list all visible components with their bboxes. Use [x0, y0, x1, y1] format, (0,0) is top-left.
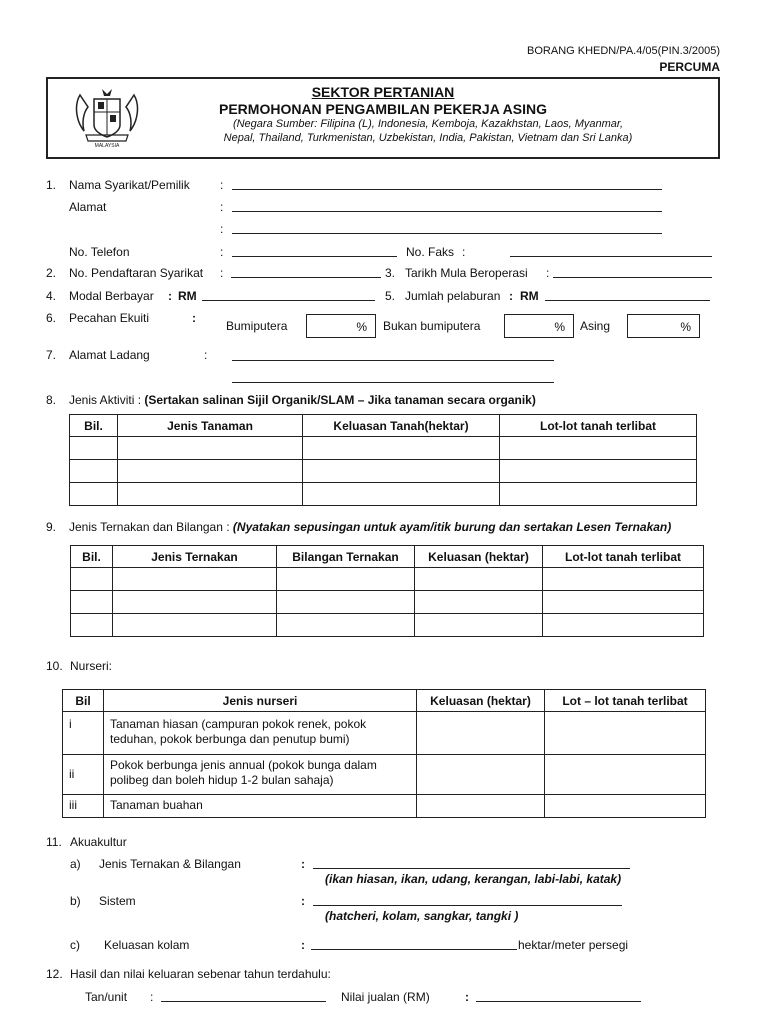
col-header: Bil.: [70, 415, 118, 437]
investment-total-label: Jumlah pelaburan: [405, 289, 501, 303]
aquaculture-a-letter: a): [70, 857, 81, 871]
pond-area-label: Keluasan kolam: [104, 938, 190, 952]
s5-number: 5.: [385, 289, 396, 303]
plantation-address-label: Alamat Ladang: [69, 348, 150, 362]
company-registration-field[interactable]: [231, 277, 381, 278]
colon: :: [465, 990, 469, 1004]
s4-number: 4.: [46, 289, 57, 303]
activity-type-note: (Sertakan salinan Sijil Organik/SLAM – Jika tanaman secara organik): [144, 393, 536, 407]
table-row: [70, 437, 697, 460]
operation-start-date-label: Tarikh Mula Beroperasi: [405, 266, 528, 280]
svg-text:MALAYSIA: MALAYSIA: [94, 143, 120, 149]
equity-breakdown-label: Pecahan Ekuiti: [69, 311, 150, 325]
form-title: SEKTOR PERTANIAN: [311, 84, 455, 100]
col-header: Keluasan (hektar): [415, 546, 543, 568]
address-field-line2[interactable]: [232, 233, 662, 234]
colon: :: [509, 289, 513, 303]
colon: :: [220, 245, 224, 259]
address-field-line1[interactable]: [232, 211, 662, 212]
nursery-table: [62, 689, 706, 818]
aquaculture-species-field[interactable]: [313, 868, 630, 869]
pond-area-unit: hektar/meter persegi: [518, 938, 629, 952]
col-header: Jenis Ternakan: [113, 546, 277, 568]
col-header: Lot-lot tanah terlibat: [500, 415, 697, 437]
s12-number: 12.: [46, 967, 63, 981]
table-row: iii Tanaman buahan: [63, 795, 706, 818]
address-label: Alamat: [69, 200, 107, 214]
s8-number: 8.: [46, 393, 57, 407]
s3-number: 3.: [385, 266, 396, 280]
form-code: BORANG KHEDN/PA.4/05(PIN.3/2005): [527, 45, 720, 57]
foreign-label: Asing: [580, 319, 611, 333]
livestock-heading: Jenis Ternakan dan Bilangan : (Nyatakan sepusingan untuk ayam/itik burung dan sertakan Lesen Ternakan): [69, 520, 672, 534]
colon: :: [192, 311, 196, 325]
colon: :: [462, 245, 466, 259]
crop-table: [69, 414, 697, 506]
bumiputera-percent-input[interactable]: %: [306, 314, 376, 338]
form-header: [46, 77, 720, 159]
s7-number: 7.: [46, 348, 57, 362]
investment-total-currency: RM: [520, 289, 539, 303]
previous-output-heading: Hasil dan nilai keluaran sebenar tahun terdahulu:: [70, 967, 331, 981]
fax-label: No. Faks: [406, 245, 455, 259]
col-header: Jenis Tanaman: [118, 415, 303, 437]
s6-number: 6.: [46, 311, 57, 325]
colon: :: [168, 289, 172, 303]
col-header: Bil: [63, 690, 104, 712]
table-row: [70, 483, 697, 506]
table-row: [71, 568, 704, 591]
aquaculture-heading: Akuakultur: [70, 835, 127, 849]
table-row: [71, 591, 704, 614]
nursery-heading: Nurseri:: [70, 659, 113, 673]
aquaculture-c-letter: c): [70, 938, 80, 952]
tonnage-field[interactable]: [161, 1001, 326, 1002]
paid-up-capital-currency: RM: [178, 289, 197, 303]
aquaculture-system-label: Sistem: [99, 894, 136, 908]
plantation-address-field-line1[interactable]: [232, 360, 554, 361]
col-header: Keluasan Tanah(hektar): [303, 415, 500, 437]
company-registration-label: No. Pendaftaran Syarikat: [69, 266, 204, 280]
colon: :: [220, 266, 224, 280]
col-header: Bilangan Ternakan: [277, 546, 415, 568]
form-subtitle: PERMOHONAN PENGAMBILAN PEKERJA ASING: [219, 101, 547, 117]
s1-number: 1.: [46, 178, 57, 192]
colon: :: [546, 266, 550, 280]
investment-total-field[interactable]: [545, 300, 710, 301]
s11-number: 11.: [46, 835, 62, 849]
source-country-note-line1: (Negara Sumber: Filipina (L), Indonesia, Kemboja, Kazakhstan, Laos, Myanmar,: [232, 118, 624, 130]
colon: :: [150, 990, 154, 1004]
company-name-label: Nama Syarikat/Pemilik: [69, 178, 190, 192]
table-row: [70, 460, 697, 483]
table-row: [71, 614, 704, 637]
phone-label: No. Telefon: [69, 245, 130, 259]
fax-field[interactable]: [510, 256, 712, 257]
phone-field[interactable]: [232, 256, 397, 257]
non-bumiputera-label: Bukan bumiputera: [383, 319, 481, 333]
operation-start-date-field[interactable]: [553, 277, 712, 278]
s9-number: 9.: [46, 520, 57, 534]
col-header: Keluasan (hektar): [417, 690, 545, 712]
s2-number: 2.: [46, 266, 57, 280]
free-label: PERCUMA: [659, 60, 720, 74]
plantation-address-field-line2[interactable]: [232, 382, 554, 383]
table-row: i Tanaman hiasan (campuran pokok renek, pokok teduhan, pokok berbunga dan penutup bumi): [63, 712, 706, 755]
source-country-note-line2: Nepal, Thailand, Turkmenistan, Uzbekistan, India, Pakistan, Vietnam dan Sri Lanka): [223, 132, 633, 144]
sales-value-field[interactable]: [476, 1001, 641, 1002]
company-name-field[interactable]: [232, 189, 662, 190]
col-header: Lot-lot tanah terlibat: [543, 546, 704, 568]
non-bumiputera-percent-input[interactable]: %: [504, 314, 574, 338]
colon: :: [220, 222, 224, 236]
colon: :: [301, 938, 305, 952]
col-header: Lot – lot tanah terlibat: [545, 690, 706, 712]
sales-value-label: Nilai jualan (RM): [341, 990, 430, 1004]
aquaculture-system-field[interactable]: [313, 905, 622, 906]
livestock-note: (Nyatakan sepusingan untuk ayam/itik burung dan sertakan Lesen Ternakan): [232, 520, 672, 534]
colon: :: [220, 178, 224, 192]
bumiputera-label: Bumiputera: [226, 319, 288, 333]
paid-up-capital-field[interactable]: [202, 300, 375, 301]
aquaculture-species-label: Jenis Ternakan & Bilangan: [99, 857, 241, 871]
table-row: ii Pokok berbunga jenis annual (pokok bunga dalam polibeg dan boleh hidup 1-2 bulan sahaja): [63, 755, 706, 795]
activity-type-heading: Jenis Aktiviti : (Sertakan salinan Sijil Organik/SLAM – Jika tanaman secara organik): [69, 393, 536, 407]
colon: :: [301, 894, 305, 908]
aquaculture-species-hint: (ikan hiasan, ikan, udang, kerangan, labi-labi, katak): [325, 872, 622, 886]
col-header: Bil.: [71, 546, 113, 568]
livestock-table: [70, 545, 704, 637]
foreign-percent-input[interactable]: %: [627, 314, 700, 338]
aquaculture-system-hint: (hatcheri, kolam, sangkar, tangki ): [325, 909, 519, 923]
pond-area-field[interactable]: [311, 949, 517, 950]
s10-number: 10.: [46, 659, 63, 673]
paid-up-capital-label: Modal Berbayar: [69, 289, 154, 303]
aquaculture-b-letter: b): [70, 894, 81, 908]
colon: :: [204, 348, 208, 362]
colon: :: [220, 200, 224, 214]
tonnage-label: Tan/unit: [85, 990, 128, 1004]
col-header: Jenis nurseri: [104, 690, 417, 712]
colon: :: [301, 857, 305, 871]
